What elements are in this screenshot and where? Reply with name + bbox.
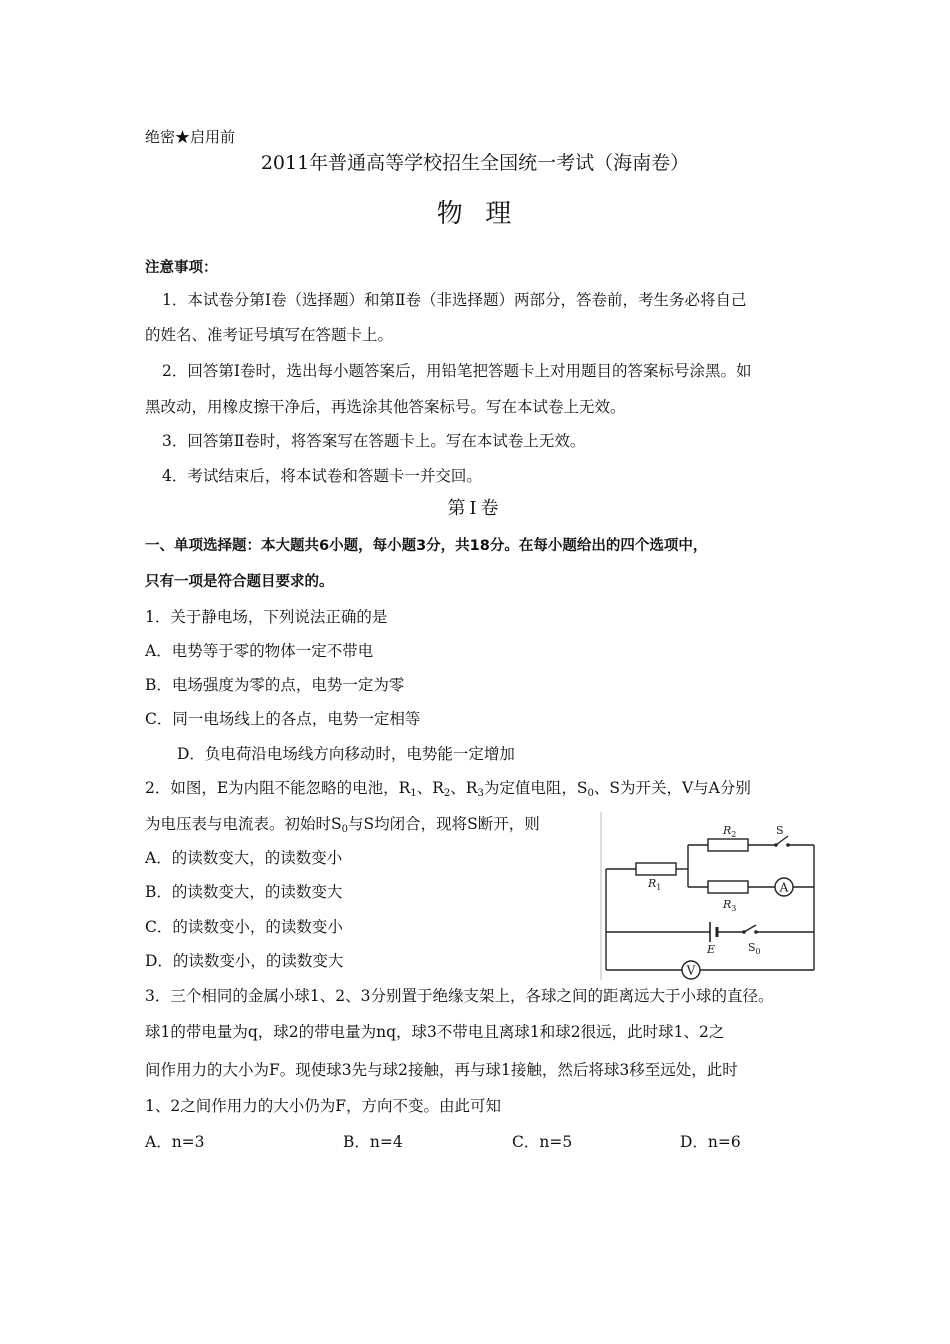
notes-item-2-cont: 黑改动，用橡皮擦干净后，再选涂其他答案标号。写在本试卷上无效。 <box>145 398 626 416</box>
q2-stem-line1: 2．如图，E为内阻不能忽略的电池，$R_1$、$R_2$、$R_3$为定值电阻，$S_0$、S为开关，V与A分别 <box>145 779 751 799</box>
q3-stem-line1: 3．三个相同的金属小球1、2、3分别置于绝缘支架上，各球之间的距离远大于小球的直径。 <box>145 987 774 1005</box>
notes-item-3: 3．回答第Ⅱ卷时，将答案写在答题卡上。写在本试卷上无效。 <box>162 432 586 450</box>
q2-option-d: D．的读数变小，的读数变大 <box>145 952 344 970</box>
part-one-title: 第Ⅰ卷 <box>447 498 503 519</box>
secret-mark: 绝密★启用前 <box>145 128 236 146</box>
resistor-r2 <box>708 839 748 851</box>
switch-s0 <box>742 925 758 934</box>
q3-option-a: A．n=3 <box>145 1133 205 1151</box>
voltmeter-label: V <box>686 963 696 978</box>
q3-option-d: D．n=6 <box>680 1133 741 1151</box>
q3-stem-line2: 球1的带电量为q，球2的带电量为nq，球3不带电且离球1和球2很远，此时球1、2之 <box>145 1023 725 1041</box>
q2-option-a: A．的读数变大，的读数变小 <box>145 849 343 867</box>
subject-title: 物 理 <box>436 199 514 229</box>
q1-option-d: D．负电荷沿电场线方向移动时，电势能一定增加 <box>177 745 515 763</box>
voltmeter-icon <box>682 961 700 979</box>
q1-option-b: B．电场强度为零的点，电势一定为零 <box>145 676 405 694</box>
q1-option-a: A．电势等于零的物体一定不带电 <box>145 642 374 660</box>
r2-label: $R_2$ <box>723 824 737 839</box>
ammeter-icon <box>775 878 793 896</box>
resistor-r1 <box>636 863 676 875</box>
q1-option-c: C．同一电场线上的各点，电势一定相等 <box>145 710 421 728</box>
q3-stem-line4: 1、2之间作用力的大小仍为F，方向不变。由此可知 <box>145 1097 501 1115</box>
q3-option-b: B．n=4 <box>343 1133 403 1151</box>
circuit-diagram <box>598 812 823 980</box>
notes-item-2: 2．回答第Ⅰ卷时，选出每小题答案后，用铅笔把答题卡上对用题目的答案标号涂黑。如 <box>162 362 752 380</box>
notes-heading: 注意事项： <box>145 260 218 276</box>
battery-e <box>710 922 717 942</box>
q2-option-c: C．的读数变小，的读数变小 <box>145 918 343 936</box>
s0-label: $S_0$ <box>748 941 761 956</box>
s-label: S <box>776 824 784 837</box>
switch-s <box>774 836 790 847</box>
q1-stem: 1．关于静电场，下列说法正确的是 <box>145 608 388 626</box>
ammeter-label: A <box>779 880 789 895</box>
resistor-r3 <box>708 881 748 893</box>
e-label: E <box>707 943 716 956</box>
q2-option-b: B．的读数变大，的读数变大 <box>145 883 343 901</box>
r1-label: $R_1$ <box>648 877 662 892</box>
q3-stem-line3: 间作用力的大小为F。现使球3先与球2接触，再与球1接触，然后将球3移至远处，此时 <box>145 1061 738 1079</box>
r3-label: $R_3$ <box>723 898 737 913</box>
notes-item-1: 1．本试卷分第Ⅰ卷（选择题）和第Ⅱ卷（非选择题）两部分，答卷前，考生务必将自己 <box>162 291 747 309</box>
notes-item-4: 4．考试结束后，将本试卷和答题卡一并交回。 <box>162 467 482 485</box>
q3-option-c: C．n=5 <box>512 1133 573 1151</box>
section-one-instruction-cont: 只有一项是符合题目要求的。 <box>145 574 334 590</box>
exam-title: 2011年普通高等学校招生全国统一考试（海南卷） <box>260 152 690 174</box>
section-one-instruction: 一、单项选择题：本大题共6小题，每小题3分，共18分。在每小题给出的四个选项中， <box>145 538 708 554</box>
q2-stem-line2: 为电压表与电流表。初始时$S_0$与S均闭合，现将S断开，则 <box>145 815 540 835</box>
notes-item-1-cont: 的姓名、准考证号填写在答题卡上。 <box>145 326 394 344</box>
